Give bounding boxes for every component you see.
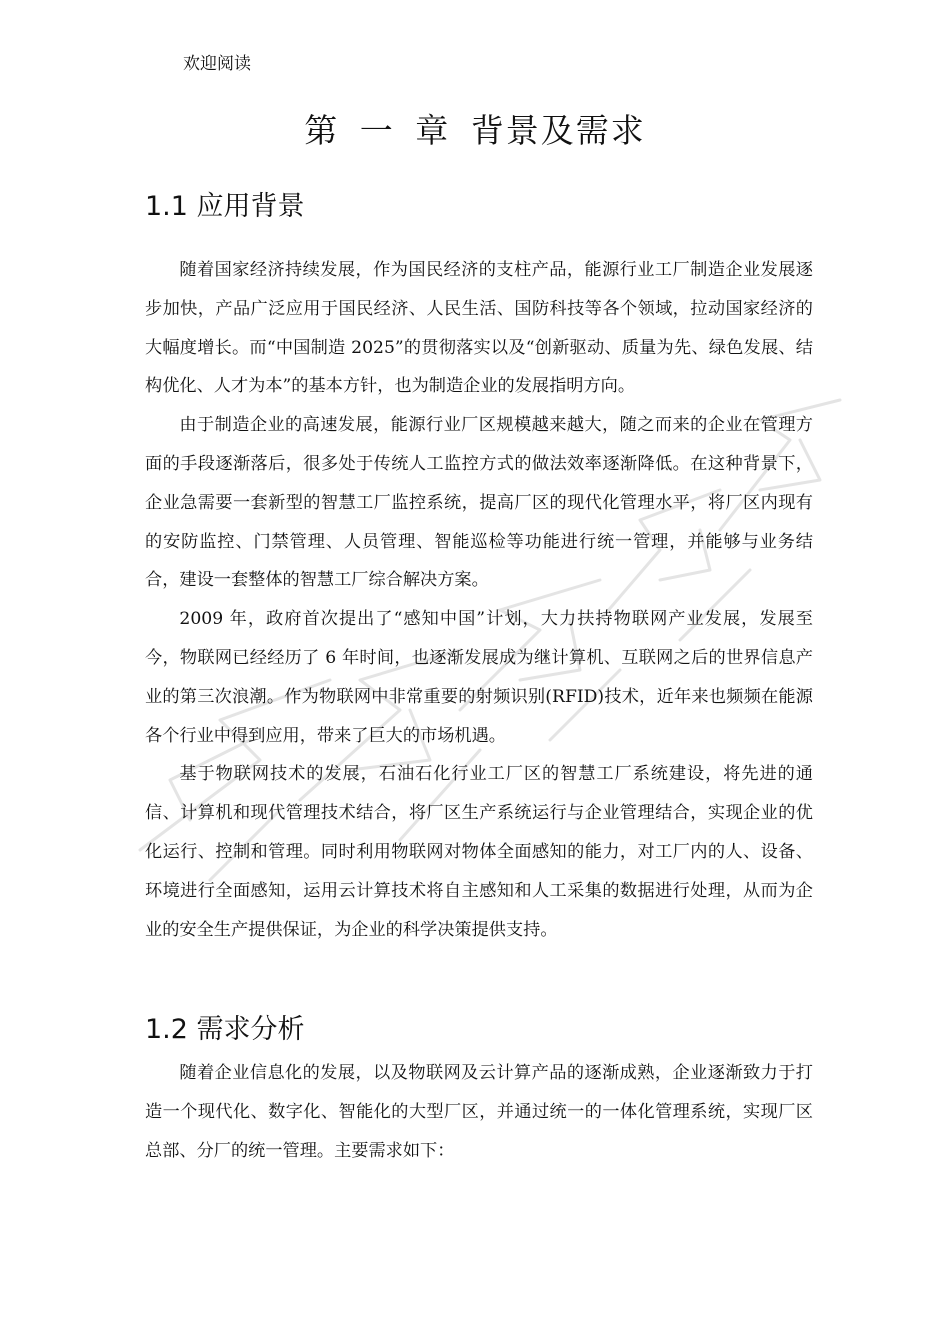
section-heading-background: 1.1 应用背景 <box>145 191 305 222</box>
paragraph: 由于制造企业的高速发展，能源行业厂区规模越来越大，随之而来的企业在管理方面的手段逐渐落后，很多处于传统人工监控方式的做法效率逐渐降低。在这种背景下，企业急需要一套新型的智慧工厂监控系统，提高厂区的现代化管理水平，将厂区内现有的安防监控、门禁管理、人员管理、智能巡检等功能进行统一管理，并能够与业务结合，建设一套整体的智慧工厂综合解决方案。 <box>145 415 813 591</box>
paragraph: 随着企业信息化的发展，以及物联网及云计算产品的逐渐成熟，企业逐渐致力于打造一个现代化、数字化、智能化的大型厂区，并通过统一的一体化管理系统，实现厂区总部、分厂的统一管理。主要需求如下： <box>145 1063 813 1161</box>
paragraph: 随着国家经济持续发展，作为国民经济的支柱产品，能源行业工厂制造企业发展逐步加快，产品广泛应用于国民经济、人民生活、国防科技等各个领域，拉动国家经济的大幅度增长。而“中国制造 2025”的贯彻落实以及“创新驱动、质量为先、绿色发展、结构优化、人才为本”的基本方针，也为制造企业的发展指明方向。 <box>145 260 813 397</box>
paragraph: 基于物联网技术的发展，石油石化行业工厂区的智慧工厂系统建设，将先进的通信、计算机和现代管理技术结合，将厂区生产系统运行与企业管理结合，实现企业的优化运行、控制和管理。同时利用物联网对物体全面感知的能力，对工厂内的人、设备、环境进行全面感知，运用云计算技术将自主感知和人工采集的数据进行处理，从而为企业的安全生产提供保证，为企业的科学决策提供支持。 <box>145 764 813 940</box>
section-heading-requirements: 1.2 需求分析 <box>145 1014 305 1045</box>
paragraph: 2009 年，政府首次提出了“感知中国”计划，大力扶持物联网产业发展，发展至今，物联网已经经历了 6 年时间，也逐渐发展成为继计算机、互联网之后的世界信息产业的第三次浪潮。作为物联网中非常重要的射频识别(RFID)技术，近年来也频频在能源各个行业中得到应用，带来了巨大的市场机遇。 <box>145 609 813 746</box>
header-note: 欢迎阅读 <box>183 54 251 74</box>
chapter-title: 第 一 章 背景及需求 <box>304 111 646 150</box>
section-body-background <box>145 251 813 949</box>
section-body-requirements <box>145 1054 813 1170</box>
